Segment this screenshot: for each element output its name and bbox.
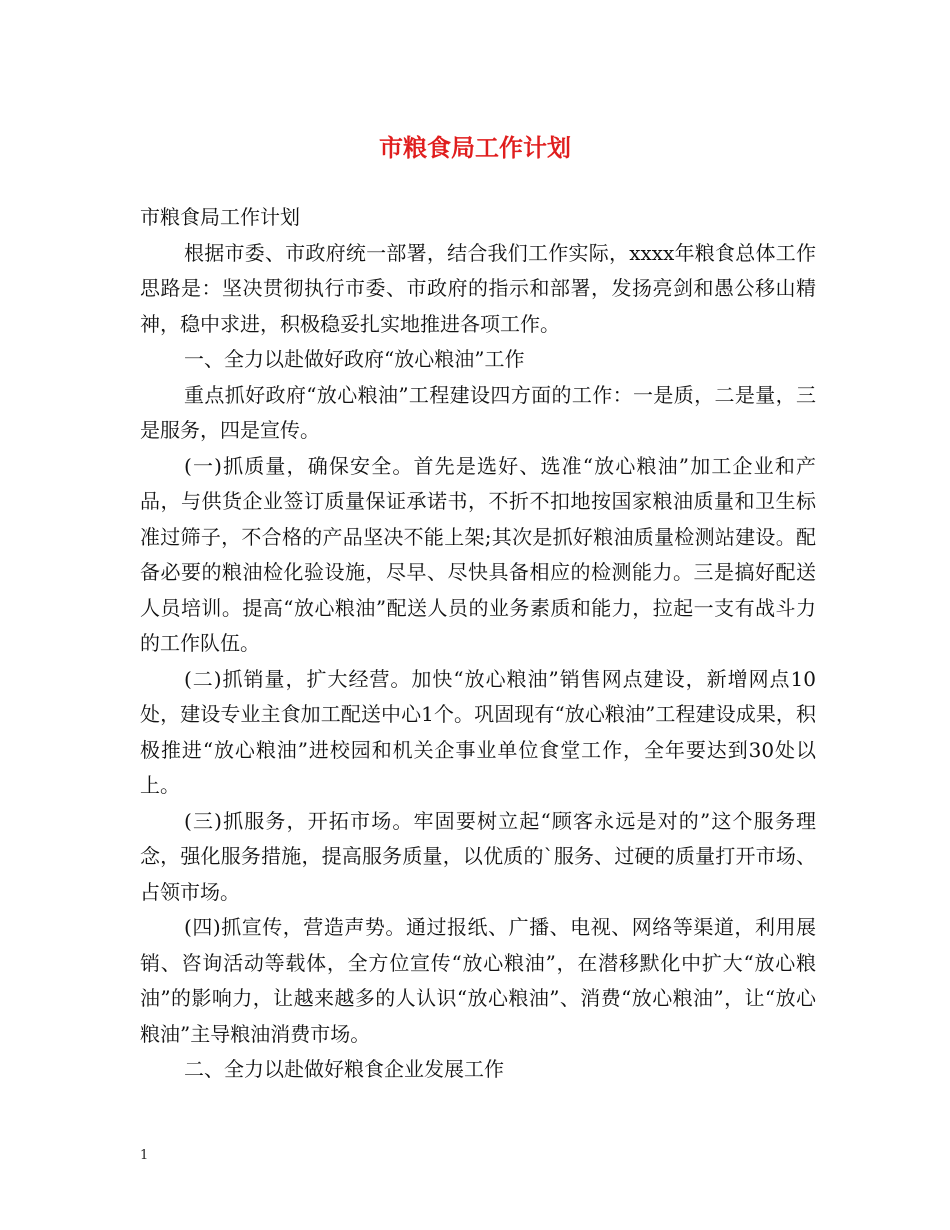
section-heading-2: 二、全力以赴做好粮食企业发展工作 xyxy=(184,1057,504,1081)
paragraph-quality: (一)抓质量，确保安全。首先是选好、选准“放心粮油”加工企业和产品，与供货企业签订质量保证承诺书，不折不扣地按国家粮油质量和卫生标准过筛子，不合格的产品坚决不能上架;其次是抓好粮油质量检测站建设。配备必要的粮油检化验设施，尽早、尽快具备相应的检测能力。三是搞好配送人员培训。提高“放心粮油”配送人员的业务素质和能力，拉起一支有战斗力的工作队伍。 xyxy=(140,453,816,655)
paragraph-service: (三)抓服务，开拓市场。牢固要树立起“顾客永远是对的”这个服务理念，强化服务措施，提高服务质量，以优质的`服务、过硬的质量打开市场、占领市场。 xyxy=(140,808,816,904)
document-title: 市粮食局工作计划 xyxy=(379,133,571,162)
paragraph-intro: 根据市委、市政府统一部署，结合我们工作实际，xxxx年粮食总体工作思路是：坚决贯彻执行市委、市政府的指示和部署，发扬亮剑和愚公移山精神，稳中求进，积极稳妥扎实地推进各项工作。 xyxy=(140,240,816,336)
document-body xyxy=(140,200,816,1088)
paragraph-sales: (二)抓销量，扩大经营。加快“放心粮油”销售网点建设，新增网点10处，建设专业主食加工配送中心1个。巩固现有“放心粮油”工程建设成果，积极推进“放心粮油”进校园和机关企事业单位食堂工作，全年要达到30处以上。 xyxy=(140,666,816,797)
section-heading-1: 一、全力以赴做好政府“放心粮油”工作 xyxy=(184,347,525,371)
page-number: 1 xyxy=(140,1148,149,1163)
paragraph-heading: 市粮食局工作计划 xyxy=(140,205,300,229)
paragraph-overview: 重点抓好政府“放心粮油”工程建设四方面的工作：一是质，二是量，三是服务，四是宣传。 xyxy=(140,382,816,442)
paragraph-publicity: (四)抓宣传，营造声势。通过报纸、广播、电视、网络等渠道，利用展销、咨询活动等载体，全方位宣传“放心粮油”，在潜移默化中扩大“放心粮油”的影响力，让越来越多的人认识“放心粮油”、消费“放心粮油”，让“放心粮油”主导粮油消费市场。 xyxy=(140,915,816,1046)
